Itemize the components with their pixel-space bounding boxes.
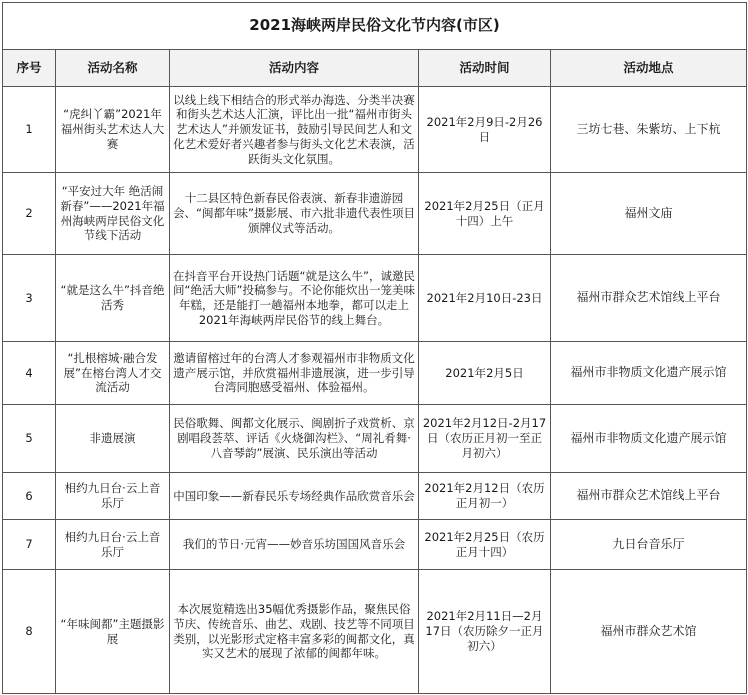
cell-name: “就是这么牛”抖音绝活秀 <box>56 255 170 342</box>
header-row <box>3 50 747 87</box>
cell-name: 相约九日台·云上音乐厅 <box>56 520 170 570</box>
cell-no: 7 <box>3 520 56 570</box>
cell-no: 3 <box>3 255 56 342</box>
cell-no: 1 <box>3 87 56 173</box>
cell-name: “年味闽都”主题摄影展 <box>56 570 170 694</box>
cell-time: 2021年2月9日-2月26日 <box>419 87 551 173</box>
cell-no: 2 <box>3 173 56 255</box>
cell-place: 福州市群众艺术馆线上平台 <box>551 255 747 342</box>
cell-no: 8 <box>3 570 56 694</box>
cell-content: 中国印象——新春民乐专场经典作品欣赏音乐会 <box>170 473 419 520</box>
table-row <box>3 342 747 405</box>
table-row <box>3 173 747 255</box>
cell-content: 我们的节日·元宵——妙音乐坊国国风音乐会 <box>170 520 419 570</box>
cell-time: 2021年2月12日（农历正月初一） <box>419 473 551 520</box>
cell-name: 相约九日台·云上音乐厅 <box>56 473 170 520</box>
col-header-content: 活动内容 <box>170 50 419 87</box>
cell-place: 福州市非物质文化遗产展示馆 <box>551 405 747 473</box>
cell-time: 2021年2月11日—2月17日（农历除夕一正月初六） <box>419 570 551 694</box>
cell-time: 2021年2月12日-2月17日（农历正月初一至正月初六） <box>419 405 551 473</box>
cell-name: “平安过大年 绝活闹新春”——2021年福州海峡两岸民俗文化节线下活动 <box>56 173 170 255</box>
cell-time: 2021年2月25日（正月十四）上午 <box>419 173 551 255</box>
cell-no: 4 <box>3 342 56 405</box>
cell-name: 非遗展演 <box>56 405 170 473</box>
table-row <box>3 520 747 570</box>
cell-place: 福州市群众艺术馆 <box>551 570 747 694</box>
title-row <box>3 3 747 50</box>
cell-content: 邀请留榕过年的台湾人才参观福州市非物质文化遗产展示馆，并欣赏福州非遗展演，进一步引导台湾同胞感受福州、体验福州。 <box>170 342 419 405</box>
col-header-name: 活动名称 <box>56 50 170 87</box>
cell-time: 2021年2月25日（农历正月十四） <box>419 520 551 570</box>
cell-content: 民俗歌舞、闽都文化展示、闽剧折子戏赏析、京剧唱段荟萃、评话《火烧御沟栏》、“周礼肴舞·八音琴韵”展演、民乐演出等活动 <box>170 405 419 473</box>
cell-content: 本次展览精选出35幅优秀摄影作品，聚焦民俗节庆、传统音乐、曲艺、戏剧、技艺等不同项目类别，以光影形式定格丰富多彩的闽都文化，真实又艺术的展现了浓郁的闽都年味。 <box>170 570 419 694</box>
cell-place: 福州市群众艺术馆线上平台 <box>551 473 747 520</box>
cell-content: 在抖音平台开设热门话题“就是这么牛”，诚邀民间“绝活大师”投稿参与。不论你能炊出一笼美味年糕，还是能打一趟福州本地拳，都可以走上2021年海峡两岸民俗节的线上舞台。 <box>170 255 419 342</box>
col-header-place: 活动地点 <box>551 50 747 87</box>
cell-no: 6 <box>3 473 56 520</box>
activity-table <box>2 2 747 694</box>
table-row <box>3 87 747 173</box>
cell-content: 以线上线下相结合的形式举办海选、分类半决赛和街头艺术达人汇演，评比出一批“福州市街头艺术达人”并颁发证书，鼓励引导民间艺人和文化艺术爱好者兴趣者参与街头文化艺术表演，活跃街头文化氛围。 <box>170 87 419 173</box>
col-header-time: 活动时间 <box>419 50 551 87</box>
cell-place: 九日台音乐厅 <box>551 520 747 570</box>
cell-place: 福州市非物质文化遗产展示馆 <box>551 342 747 405</box>
table-row <box>3 473 747 520</box>
table-row <box>3 570 747 694</box>
cell-time: 2021年2月10日-23日 <box>419 255 551 342</box>
cell-content: 十二县区特色新春民俗表演、新春非遗游园会、“闽都年味”摄影展、市六批非遗代表性项目颁牌仪式等活动。 <box>170 173 419 255</box>
cell-name: “扎根榕城·融合发展”在榕台湾人才交流活动 <box>56 342 170 405</box>
table-row <box>3 405 747 473</box>
cell-name: “虎纠丫霸”2021年福州街头艺术达人大赛 <box>56 87 170 173</box>
col-header-no: 序号 <box>3 50 56 87</box>
table-row <box>3 255 747 342</box>
cell-place: 福州文庙 <box>551 173 747 255</box>
table-title: 2021海峡两岸民俗文化节内容(市区) <box>3 3 747 50</box>
cell-place: 三坊七巷、朱紫坊、上下杭 <box>551 87 747 173</box>
cell-no: 5 <box>3 405 56 473</box>
cell-time: 2021年2月5日 <box>419 342 551 405</box>
